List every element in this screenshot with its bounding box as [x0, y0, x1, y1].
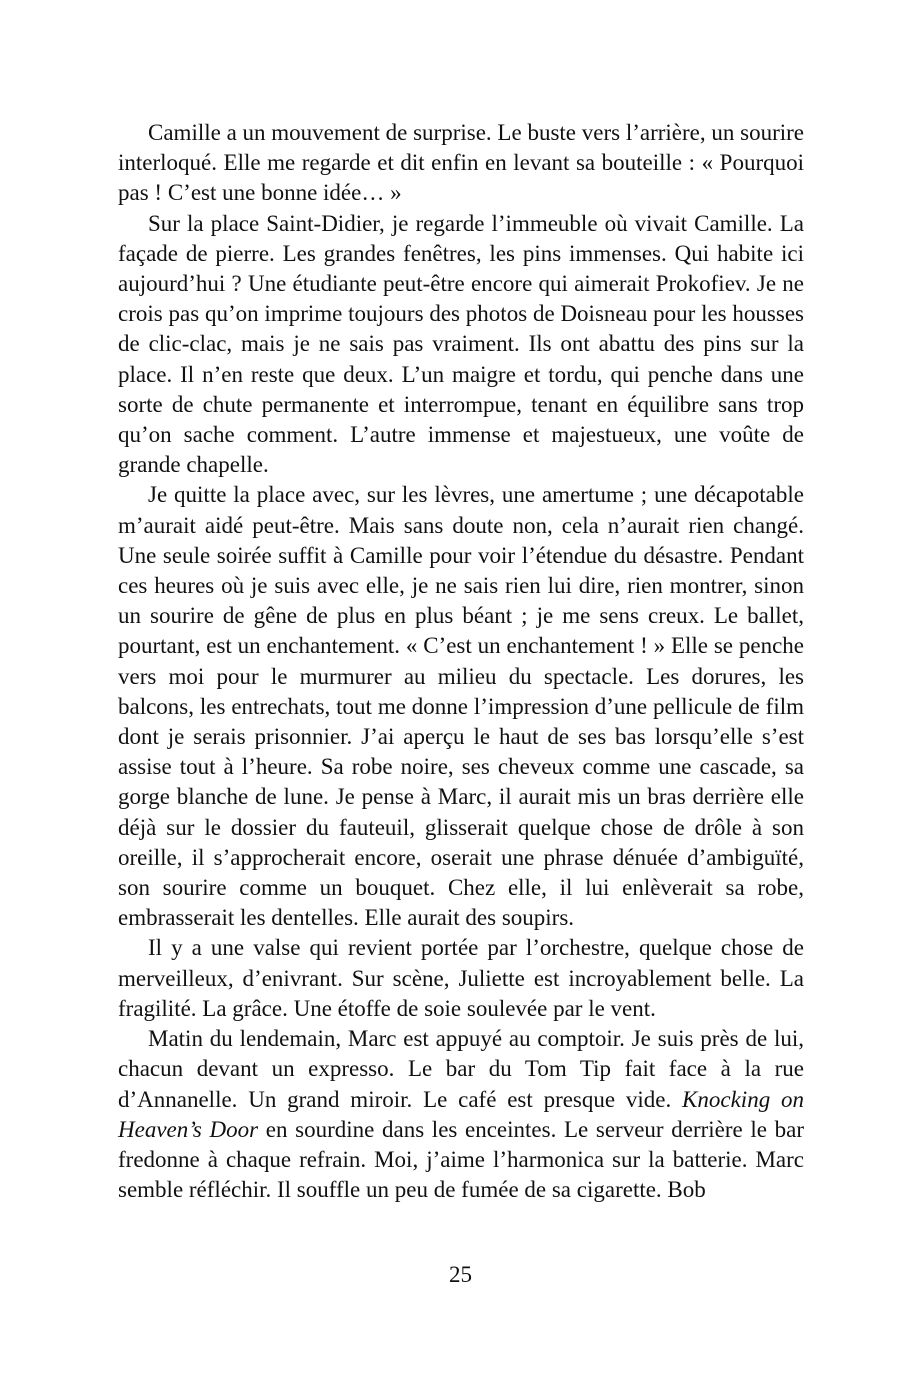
paragraph-5-before: Matin du lendemain, Marc est appuyé au comptoir. Je suis près de lui, chacun devant un expresso. Le bar du Tom Tip fait face à la rue d’Annanelle. Un grand miroir. Le café est presque vide. — [118, 1026, 804, 1112]
song-title: Knocking on Heaven’s Door — [118, 1086, 804, 1142]
paragraph-1: Camille a un mouvement de surprise. Le buste vers l’arrière, un sourire interloqué. Elle me regarde et dit enfin en levant sa bouteille : « Pourquoi pas ! C’est une bonne idée… » — [118, 120, 804, 206]
body-text — [118, 118, 804, 1205]
paragraph-4: Il y a une valse qui revient portée par l’orchestre, quelque chose de merveilleux, d’enivrant. Sur scène, Juliette est incroyablement belle. La fragilité. La grâce. Une étoffe de soie soulevée par le vent. — [118, 935, 804, 1021]
paragraph-5 — [118, 1024, 804, 1205]
paragraph-3: Je quitte la place avec, sur les lèvres, une amertume ; une décapotable m’aurait aidé peut-être. Mais sans doute non, cela n’aurait rien changé. Une seule soirée suffit à Camille pour voir l’étendue du désastre. Pendant ces heures où je suis avec elle, je ne sais rien lui dire, rien montrer, sinon un sourire de gêne de plus en plus béant ; je me sens creux. Le ballet, pourtant, est un enchantement. « C’est un enchantement ! » Elle se penche vers moi pour le murmurer au milieu du spectacle. Les dorures, les balcons, les entrechats, tout me donne l’impression d’une pellicule de film dont je serais prisonnier. J’ai aperçu le haut de ses bas lorsqu’elle s’est assise tout à l’heure. Sa robe noire, ses cheveux comme une cascade, sa gorge blanche de lune. Je pense à Marc, il aurait mis un bras derrière elle déjà sur le dossier du fauteuil, glisserait quelque chose de drôle à son oreille, il s’approcherait encore, oserait une phrase dénuée d’ambiguïté, son sourire comme un bouquet. Chez elle, il lui enlèverait sa robe, embrasserait les dentelles. Elle aurait des soupirs. — [118, 482, 804, 931]
page-number: 25 — [449, 1262, 472, 1287]
paragraph-2: Sur la place Saint-Didier, je regarde l’immeuble où vivait Camille. La façade de pierre. Les grandes fenêtres, les pins immenses. Qui habite ici aujourd’hui ? Une étudiante peut-être encore qui aimerait Prokofiev. Je ne crois pas qu’on imprime toujours des photos de Doisneau pour les housses de clic-clac, mais je ne sais pas vraiment. Ils ont abattu des pins sur la place. Il n’en reste que deux. L’un maigre et tordu, qui penche dans une sorte de chute permanente et interrompue, tenant en équilibre sans trop qu’on sache comment. L’autre immense et majestueux, une voûte de grande chapelle. — [118, 210, 804, 478]
paragraph-5-after: en sourdine dans les enceintes. Le serveur derrière le bar fredonne à chaque refrain. Moi, j’aime l’harmonica sur la batterie. Marc semble réfléchir. Il souffle un peu de fumée de sa cigarette. Bob — [118, 1116, 805, 1203]
